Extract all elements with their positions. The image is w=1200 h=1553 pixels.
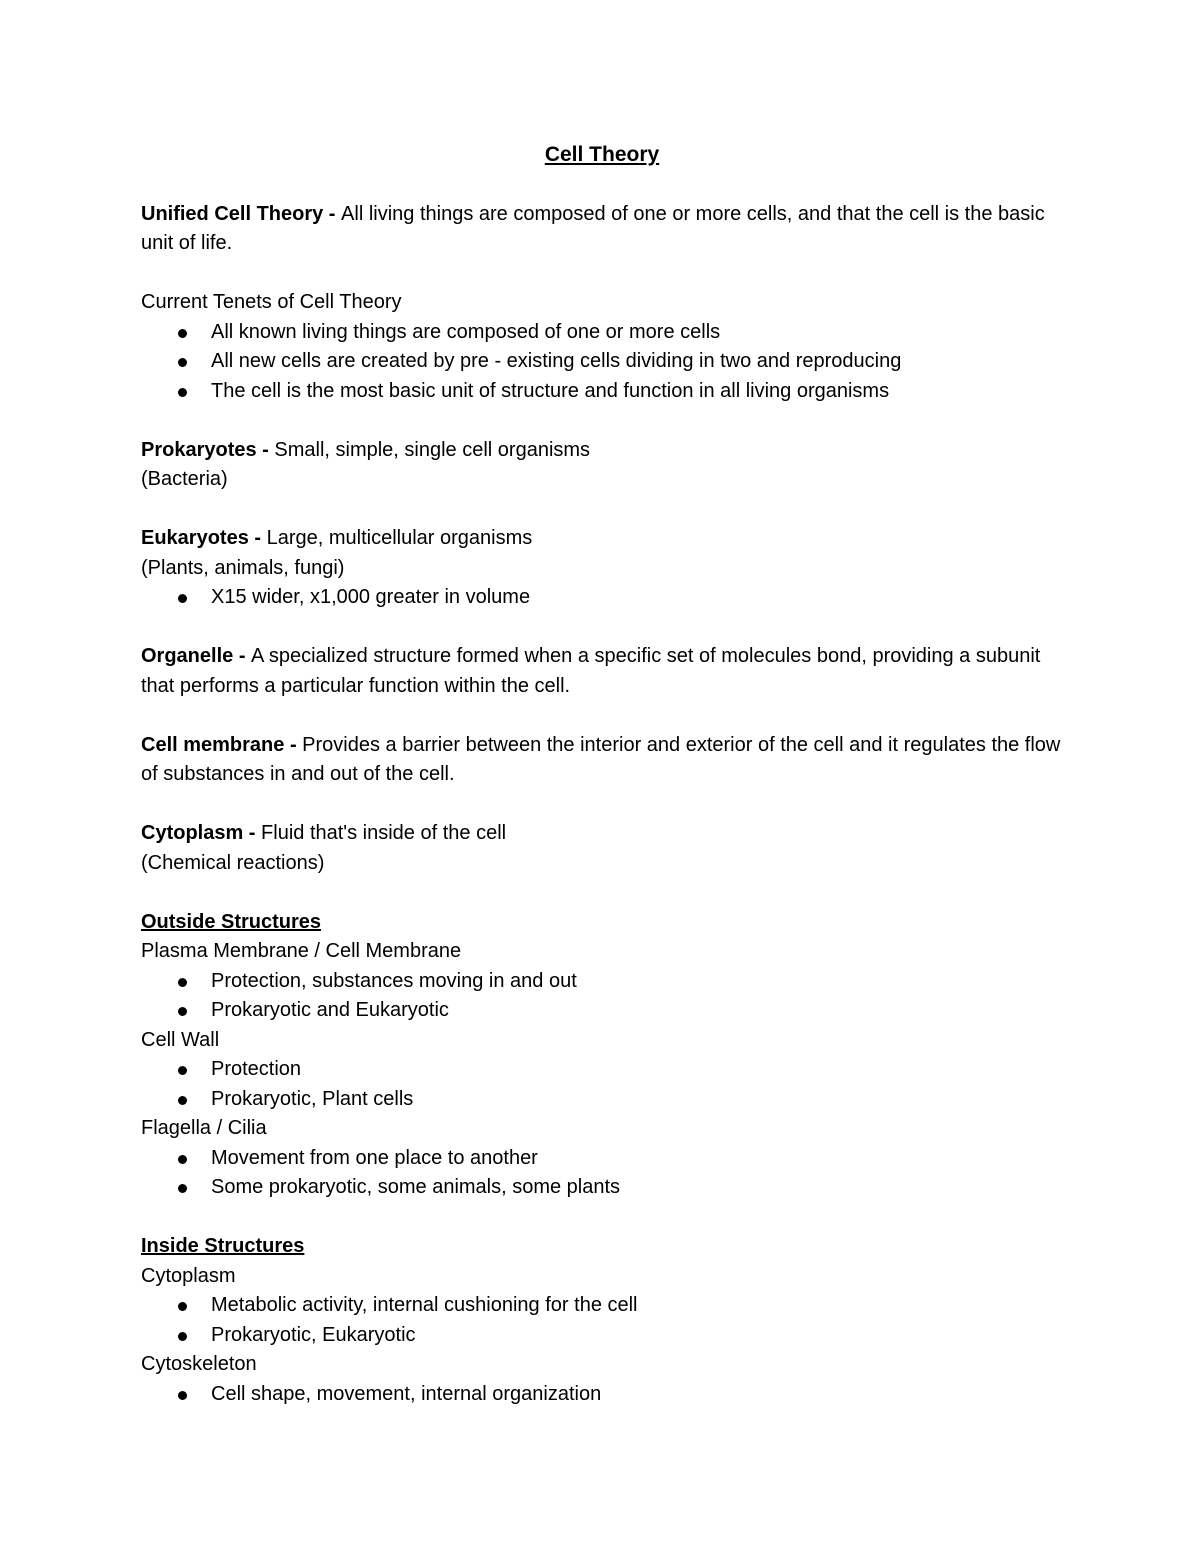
- prokaryotes-note: (Bacteria): [141, 468, 228, 490]
- bullet-icon: [178, 1332, 187, 1341]
- structure-name: Cell Wall: [141, 1028, 220, 1051]
- organelle-text: A specialized structure formed when a specific set of molecules bond, providing a subunit that performs a particular function within the cell.: [141, 645, 1041, 697]
- bullet-icon: [178, 358, 187, 367]
- organelle-term: Organelle -: [141, 645, 252, 667]
- cytoplasm-term: Cytoplasm -: [141, 822, 262, 844]
- unified-cell-theory-text: All living things are composed of one or more cells, and that the cell is the basic unit of life.: [141, 202, 1045, 254]
- list-item: [141, 347, 1071, 377]
- list-item: [141, 1144, 1071, 1174]
- bullet-icon: [178, 1184, 187, 1193]
- bullet-icon: [178, 594, 187, 603]
- structure-name: Cytoskeleton: [141, 1353, 257, 1375]
- list-item: [141, 1291, 1071, 1321]
- list-item-text: The cell is the most basic unit of structure and function in all living organisms: [211, 379, 890, 402]
- eukaryotes-list: [141, 583, 1071, 613]
- cell-membrane-definition: [141, 731, 1071, 790]
- bullet-icon: [178, 1302, 187, 1311]
- eukaryotes-term: Eukaryotes -: [141, 527, 267, 549]
- list-item-text: Metabolic activity, internal cushioning for the cell: [211, 1294, 638, 1316]
- bullet-icon: [178, 978, 187, 987]
- spacer: [141, 406, 1071, 436]
- spacer: [141, 1203, 1071, 1233]
- page-title: Cell Theory: [544, 143, 660, 166]
- list-item-text: X15 wider, x1,000 greater in volume: [211, 586, 531, 608]
- bullet-icon: [178, 1066, 187, 1075]
- bullet-icon: [178, 1007, 187, 1016]
- unified-cell-theory-term: Unified Cell Theory -: [141, 202, 342, 225]
- structure-name: Plasma Membrane / Cell Membrane: [141, 940, 462, 962]
- cell-membrane-term: Cell membrane -: [141, 733, 303, 756]
- structure-list: [141, 1144, 1071, 1203]
- spacer: [141, 878, 1071, 908]
- list-item: [141, 967, 1071, 997]
- list-item-text: Some prokaryotic, some animals, some plants: [211, 1176, 621, 1198]
- list-item-text: Prokaryotic, Plant cells: [211, 1087, 414, 1110]
- structure-name: Flagella / Cilia: [141, 1117, 267, 1139]
- cytoplasm-text: Fluid that's inside of the cell: [261, 822, 507, 844]
- spacer: [141, 495, 1071, 525]
- unified-cell-theory-definition: [141, 200, 1071, 259]
- list-item: [141, 1085, 1071, 1115]
- eukaryotes-definition: [141, 524, 1071, 554]
- spacer: [141, 790, 1071, 820]
- bullet-icon: [178, 1096, 187, 1105]
- inside-structures-heading: Inside Structures: [141, 1235, 305, 1257]
- list-item-text: All known living things are composed of one or more cells: [211, 320, 721, 343]
- structure-list: [141, 967, 1071, 1026]
- cytoplasm-definition: [141, 819, 1071, 849]
- list-item: [141, 1321, 1071, 1351]
- list-item-text: Protection, substances moving in and out: [211, 969, 577, 992]
- list-item-text: Prokaryotic, Eukaryotic: [211, 1323, 416, 1346]
- organelle-definition: [141, 642, 1071, 701]
- prokaryotes-term: Prokaryotes -: [141, 438, 275, 461]
- structure-list: [141, 1291, 1071, 1350]
- list-item: [141, 377, 1071, 407]
- spacer: [141, 701, 1071, 731]
- list-item-text: Cell shape, movement, internal organization: [211, 1382, 602, 1405]
- bullet-icon: [178, 388, 187, 397]
- outside-structures-heading: Outside Structures: [141, 910, 322, 933]
- list-item: [141, 1380, 1071, 1410]
- tenets-list: [141, 318, 1071, 407]
- cell-membrane-text: Provides a barrier between the interior and exterior of the cell and it regulates the flow of substances in and out of the cell.: [141, 733, 1061, 785]
- list-item-text: Movement from one place to another: [211, 1146, 538, 1169]
- prokaryotes-definition: [141, 436, 1071, 466]
- prokaryotes-text: Small, simple, single cell organisms: [274, 438, 591, 461]
- list-item: [141, 996, 1071, 1026]
- list-item-text: Prokaryotic and Eukaryotic: [211, 999, 449, 1021]
- list-item: [141, 583, 1071, 613]
- spacer: [141, 613, 1071, 643]
- list-item-text: All new cells are created by pre - existing cells dividing in two and reproducing: [211, 350, 902, 372]
- list-item: [141, 1055, 1071, 1085]
- spacer: [141, 170, 1071, 200]
- list-item-text: Protection: [211, 1058, 302, 1080]
- bullet-icon: [178, 1391, 187, 1400]
- document-body: [141, 140, 1071, 1409]
- bullet-icon: [178, 329, 187, 338]
- structure-list: [141, 1380, 1071, 1410]
- list-item: [141, 1173, 1071, 1203]
- spacer: [141, 259, 1071, 289]
- bullet-icon: [178, 1155, 187, 1164]
- eukaryotes-note: (Plants, animals, fungi): [141, 556, 345, 579]
- list-item: [141, 318, 1071, 348]
- cytoplasm-note: (Chemical reactions): [141, 851, 325, 874]
- tenets-heading: Current Tenets of Cell Theory: [141, 291, 402, 313]
- eukaryotes-text: Large, multicellular organisms: [266, 527, 533, 549]
- structure-name: Cytoplasm: [141, 1264, 236, 1287]
- structure-list: [141, 1055, 1071, 1114]
